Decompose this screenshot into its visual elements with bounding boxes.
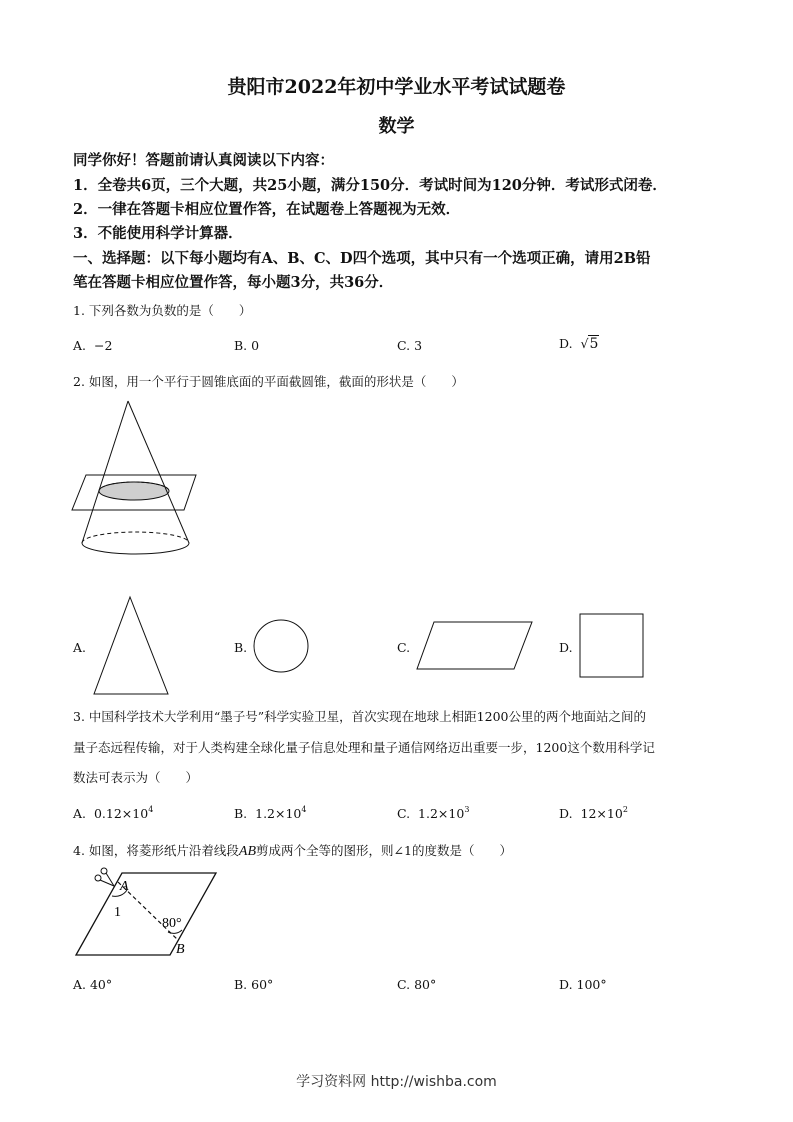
q4-option-d: D. 100° bbox=[559, 977, 607, 992]
q3-option-c: C. $1.2\times 10^3$ bbox=[397, 805, 470, 821]
q3-stem-line2: 量子态远程传输，对于人类构建全球化量子信息处理和量子通信网络迈出重要一步，1200这个数用科学记 bbox=[73, 740, 655, 755]
option-c-parallelogram bbox=[416, 620, 536, 672]
option-a-triangle bbox=[92, 596, 172, 696]
instructions-greeting: 同学你好！答题前请认真阅读以下内容： bbox=[73, 152, 334, 169]
subject-title: 数学 bbox=[378, 116, 415, 137]
svg-text:80°: 80° bbox=[162, 916, 182, 931]
q3-stem-line3: 数法可表示为（ ） bbox=[73, 770, 199, 785]
q4-option-c: C. 80° bbox=[397, 977, 437, 992]
q3-option-a: A. $0.12\times 10^4$ bbox=[73, 805, 154, 821]
option-b-circle bbox=[252, 618, 312, 674]
q1-option-b: B. 0 bbox=[234, 338, 260, 353]
instruction-item-3: 3．不能使用科学计算器． bbox=[73, 225, 243, 242]
q2-option-d: D. bbox=[559, 640, 573, 655]
rhombus-figure bbox=[74, 868, 224, 960]
instruction-item-2: 2．一律在答题卡相应位置作答，在试题卷上答题视为无效． bbox=[73, 201, 461, 218]
q2-option-a: A. bbox=[73, 640, 87, 655]
q3-option-b: B. $1.2\times 10^4$ bbox=[234, 805, 307, 821]
svg-text:A: A bbox=[120, 879, 129, 894]
q1-option-a: A. −2 bbox=[73, 338, 113, 353]
svg-text:B: B bbox=[176, 942, 185, 957]
option-d-square bbox=[579, 613, 645, 679]
q2-option-c: C. bbox=[397, 640, 411, 655]
q2-option-b: B. bbox=[234, 640, 248, 655]
page-title: 贵阳市2022年初中学业水平考试试题卷 bbox=[227, 76, 566, 98]
footer-watermark[interactable]: 学习资料网 http://wishba.com bbox=[296, 1074, 497, 1090]
svg-text:1: 1 bbox=[114, 905, 121, 920]
q3-stem-line1: 3. 中国科学技术大学利用“墨子号”科学实验卫星，首次实现在地球上相距1200公里的两个地面站之间的 bbox=[73, 709, 646, 724]
cone-section-figure bbox=[70, 398, 210, 558]
q2-stem: 2. 如图，用一个平行于圆锥底面的平面截圆锥，截面的形状是（ ） bbox=[73, 374, 464, 389]
scissors-icon bbox=[95, 868, 114, 886]
q4-stem: 4. 如图，将菱形纸片沿着线段AB剪成两个全等的图形，则∠1的度数是（ ） bbox=[73, 843, 512, 859]
q4-option-b: B. 60° bbox=[234, 977, 274, 992]
q3-option-d: D. $12\times 10^2$ bbox=[559, 805, 628, 821]
q1-stem: 1. 下列各数为负数的是（ ） bbox=[73, 303, 252, 318]
sqrt-symbol: √5 bbox=[580, 336, 599, 352]
q1-option-c: C. 3 bbox=[397, 338, 423, 353]
section-heading-line2: 笔在答题卡相应位置作答，每小题3分，共36分． bbox=[73, 274, 394, 291]
q4-option-a: A. 40° bbox=[73, 977, 113, 992]
instruction-item-1: 1．全卷共6页，三个大题，共25小题，满分150分．考试时间为120分钟．考试形式闭卷． bbox=[73, 177, 667, 194]
q1-option-d: D. √5 bbox=[559, 336, 599, 352]
section-heading-line1: 一、选择题：以下每小题均有A、B、C、D四个选项，其中只有一个选项正确，请用2B铅 bbox=[73, 250, 651, 267]
